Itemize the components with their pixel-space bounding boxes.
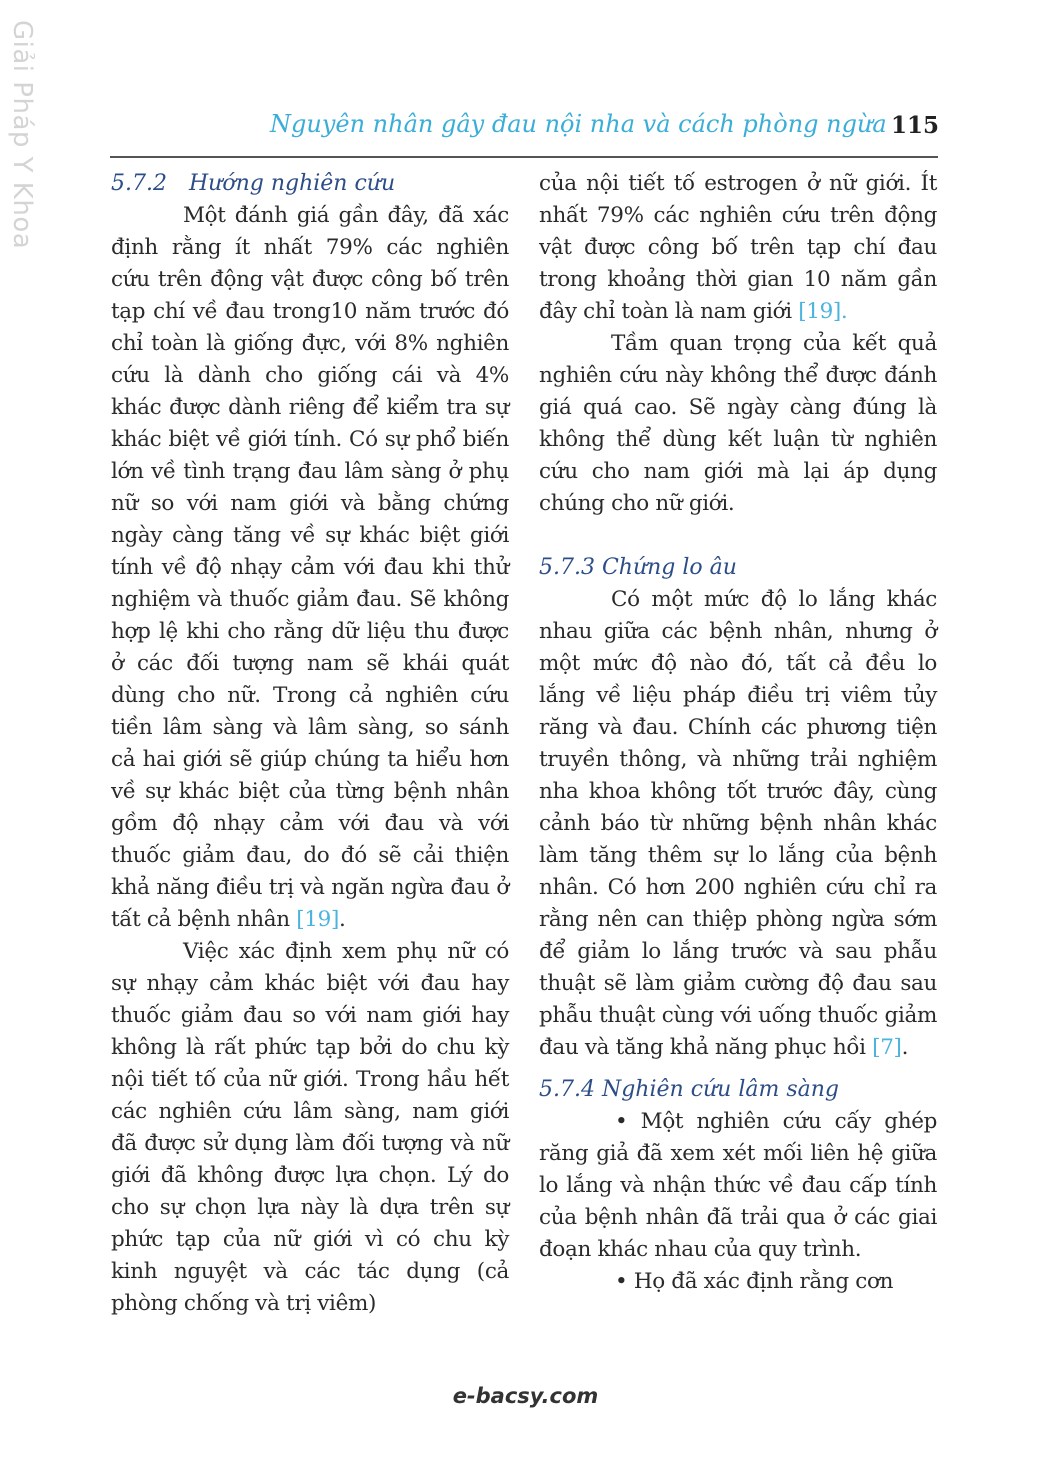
page-number: 115 <box>890 112 939 139</box>
paragraph <box>111 200 509 936</box>
paragraph-end: . <box>338 907 346 932</box>
left-column <box>111 168 509 1320</box>
footer-site-name: e-bacsy.com <box>452 1384 599 1408</box>
section-number: 5.7.2 <box>111 171 167 196</box>
right-column <box>539 168 937 1298</box>
paragraph-text: Việc xác định xem phụ nữ có sự nhạy cảm khác biệt với đau hay thuốc giảm đau so với nam giới hay không là rất phức tạp bởi do chu kỳ nội tiết tố của nữ giới. Trong hầu hết các nghiên cứu lâm sàng, nam giới đã được sử dụng làm đối tượng và nữ giới đã không được lựa chọn. Lý do cho sự chọn lựa này là dựa trên sự phức tạp của nữ giới vì có chu kỳ kinh nguyệt và các tác dụng (cả phòng chống và trị viêm) <box>111 939 509 1316</box>
section-title: Hướng nghiên cứu <box>188 171 396 196</box>
citation-link[interactable]: [19]. <box>798 299 848 324</box>
paragraph <box>539 328 937 520</box>
citation-link[interactable]: [19] <box>296 907 339 932</box>
header-divider <box>110 156 938 158</box>
paragraph-end: . <box>901 1035 909 1060</box>
section-heading-5-7-3: 5.7.3 Chứng lo âu <box>539 555 737 580</box>
running-header-title: Nguyên nhân gây đau nội nha và cách phòng ngừa <box>270 110 887 138</box>
bullet-item: • Một nghiên cứu cấy ghép răng giả đã xem xét mối liên hệ giữa lo lắng và nhận thức về đau cấp tính của bệnh nhân đã trải qua ở các giai đoạn khác nhau của quy trình. <box>539 1109 937 1262</box>
paragraph-text: Một đánh giá gần đây, đã xác định rằng ít nhất 79% các nghiên cứu trên động vật được công bố trên tạp chí về đau trong10 năm trước đó chỉ toàn là giống đực, với 8% nghiên cứu là dành cho giống cái và 4% khác được dành riêng để kiểm tra sự khác biệt về giới tính. Có sự phổ biến lớn về tình trạng đau lâm sàng ở phụ nữ so với nam giới và bằng chứng ngày càng tăng về sự khác biệt giới tính về độ nhạy cảm với đau khi thử nghiệm và thuốc giảm đau. Sẽ không hợp lệ khi cho rằng dữ liệu thu được ở các đối tượng nam sẽ khái quát dùng cho nữ. Trong cả nghiên cứu tiền lâm sàng và lâm sàng, so sánh cả hai giới sẽ giúp chúng ta hiểu hơn về sự khác biệt của từng bệnh nhân gồm độ nhạy cảm với đau và với thuốc giảm đau, do đó sẽ cải thiện khả năng điều trị và ngăn ngừa đau ở tất cả bệnh nhân <box>111 203 509 932</box>
paragraph-text: Tầm quan trọng của kết quả nghiên cứu này không thể được đánh giá quá cao. Sẽ ngày càng đúng là không thể dùng kết luận từ nghiên cứu cho nam giới mà lại áp dụng chúng cho nữ giới. <box>539 331 937 516</box>
paragraph <box>111 936 509 1320</box>
citation-link[interactable]: [7] <box>872 1035 902 1060</box>
spacer <box>539 520 937 552</box>
section-heading-5-7-4: 5.7.4 Nghiên cứu lâm sàng <box>539 1077 840 1102</box>
paragraph-text: Có một mức độ lo lắng khác nhau giữa các bệnh nhân, nhưng ở một mức độ nào đó, tất cả đều lo lắng về liệu pháp điều trị viêm tủy răng và đau. Chính các phương tiện truyền thông, và những trải nghiệm nha khoa không tốt trước đây, cùng cảnh báo từ những bệnh nhân khác làm tăng thêm sự lo lắng của bệnh nhân. Có hơn 200 nghiên cứu chỉ ra rằng nên can thiệp phòng ngừa sớm để giảm lo lắng trước và sau phẫu thuật sẽ làm giảm cường độ đau sau phẫu thuật cùng với uống thuốc giảm đau và tăng khả năng phục hồi <box>539 587 937 1060</box>
paragraph <box>539 584 937 1064</box>
paragraph-text: của nội tiết tố estrogen ở nữ giới. Ít nhất 79% các nghiên cứu trên động vật được công bố trên tạp chí đau trong khoảng thời gian 10 năm gần đây chỉ toàn là nam giới <box>539 171 937 324</box>
bullet-item: • Họ đã xác định rằng cơn <box>615 1269 894 1294</box>
spacer <box>539 1064 937 1074</box>
section-heading-5-7-2 <box>111 168 509 200</box>
paragraph <box>539 168 937 328</box>
side-watermark-label: Giải Pháp Y Khoa <box>7 20 37 250</box>
